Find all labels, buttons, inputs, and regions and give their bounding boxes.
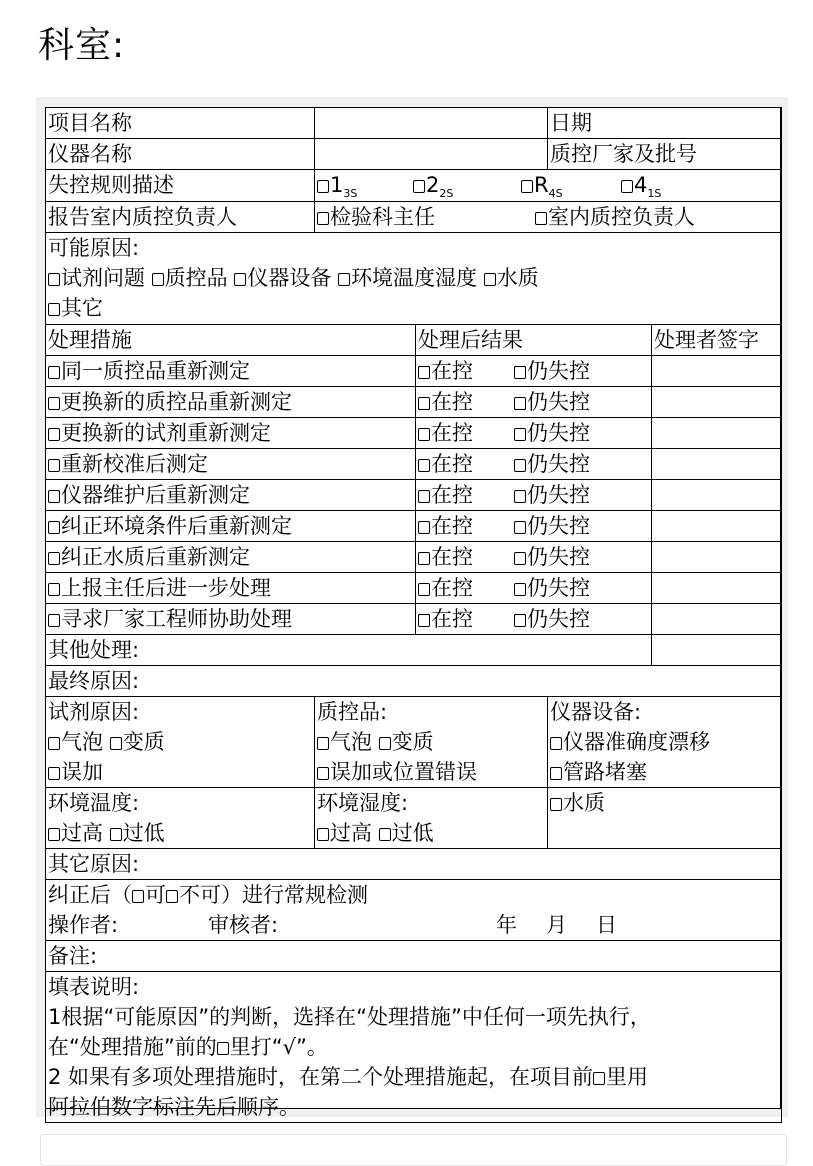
measure-option[interactable]: 纠正水质后重新测定 (46, 542, 416, 573)
checkbox-icon (48, 397, 60, 410)
after-correction-cell: 纠正后（ 可 不可）进行常规检测 操作者: 审核者: 年 月 日 (46, 880, 782, 941)
result-still-out[interactable]: 仍失控 (514, 604, 590, 634)
cause-water[interactable]: 水质 (484, 263, 539, 293)
measure-option[interactable]: 上报主任后进一步处理 (46, 573, 416, 604)
qc-vendor-lot-label: 质控厂家及批号 (548, 139, 782, 170)
checkbox-icon (152, 273, 164, 286)
signer-field[interactable] (652, 387, 782, 418)
signer-field[interactable] (652, 418, 782, 449)
temperature-cell (46, 788, 315, 849)
measure-row (46, 542, 782, 573)
signer-field[interactable] (652, 511, 782, 542)
measure-row (46, 573, 782, 604)
signer-field[interactable] (652, 635, 782, 666)
reagent-deteriorated[interactable]: 变质 (110, 727, 165, 757)
measure-row (46, 449, 782, 480)
checkbox-icon (621, 180, 633, 193)
checkbox-icon (514, 366, 526, 379)
measure-row (46, 418, 782, 449)
checkbox-icon (514, 397, 526, 410)
cause-instrument[interactable]: 仪器设备 (234, 263, 331, 293)
checkbox-icon (48, 552, 60, 565)
other-cause-label: 其它原因: (46, 849, 782, 880)
checkbox-icon (514, 614, 526, 627)
measure-row (46, 480, 782, 511)
checkbox-icon (418, 552, 430, 565)
equipment-clog[interactable]: 管路堵塞 (550, 757, 647, 787)
checkbox-icon (514, 428, 526, 441)
measure-row (46, 511, 782, 542)
checkbox-icon (550, 737, 562, 750)
instruction-2b: 阿拉伯数字标注先后顺序。 (48, 1095, 300, 1119)
qc-cause-cell (315, 697, 548, 788)
checkbox-icon (317, 212, 329, 225)
checkbox-icon (514, 552, 526, 565)
checkbox-icon (48, 828, 60, 841)
checkbox-icon (379, 737, 391, 750)
temperature-high[interactable]: 过高 (48, 818, 103, 848)
checkbox-icon (48, 767, 60, 780)
checkbox-icon (317, 737, 329, 750)
project-name-field[interactable] (315, 108, 548, 139)
checkbox-icon (234, 273, 246, 286)
reagent-cause-cell (46, 697, 315, 788)
result-in-control[interactable]: 在控 (418, 418, 514, 448)
rule-options (315, 170, 782, 202)
checkbox-icon (514, 521, 526, 534)
cause-other[interactable]: 其它 (48, 293, 103, 323)
remark-label: 备注: (46, 941, 782, 972)
measure-option[interactable]: 同一质控品重新测定 (46, 356, 416, 387)
result-still-out[interactable]: 仍失控 (514, 418, 590, 448)
equipment-cause-label: 仪器设备: (550, 700, 642, 724)
next-card-edge (40, 1134, 787, 1166)
result-still-out[interactable]: 仍失控 (514, 573, 590, 603)
possible-causes-label: 可能原因: (48, 236, 140, 260)
month-label: 月 (546, 913, 567, 937)
rule-option-13s[interactable]: $1_{3S}$ (317, 170, 413, 200)
checkbox-icon (317, 828, 329, 841)
rule-desc-label: 失控规则描述 (46, 170, 315, 202)
result-in-control[interactable]: 在控 (418, 480, 514, 510)
signer-field[interactable] (652, 542, 782, 573)
result-in-control[interactable]: 在控 (418, 604, 514, 634)
checkbox-icon (48, 303, 60, 316)
checkbox-icon (593, 1072, 605, 1085)
checkbox-icon (514, 490, 526, 503)
checkbox-icon (535, 212, 547, 225)
water-quality-option[interactable]: 水质 (550, 788, 605, 818)
cause-qc-material[interactable]: 质控品 (152, 263, 228, 293)
result-still-out[interactable]: 仍失控 (514, 449, 590, 479)
instructions-cell (46, 972, 782, 1123)
equipment-cause-cell (548, 697, 782, 788)
checkbox-icon (418, 521, 430, 534)
signer-field[interactable] (652, 604, 782, 635)
checkbox-icon (317, 180, 329, 193)
cause-temp-humidity[interactable]: 环境温度湿度 (338, 263, 477, 293)
operator-label: 操作者: (48, 913, 119, 937)
checkbox-icon (110, 828, 122, 841)
result-still-out[interactable]: 仍失控 (514, 356, 590, 386)
measure-option[interactable]: 寻求厂家工程师协助处理 (46, 604, 416, 635)
temperature-low[interactable]: 过低 (110, 818, 165, 848)
humidity-cell (315, 788, 548, 849)
checkbox-icon (379, 828, 391, 841)
after-can-option[interactable]: 可 (132, 880, 166, 910)
humidity-high[interactable]: 过高 (317, 818, 372, 848)
result-still-out[interactable]: 仍失控 (514, 542, 590, 572)
checkbox-icon (418, 428, 430, 441)
humidity-low[interactable]: 过低 (379, 818, 434, 848)
instruction-2a: 2 如果有多项处理措施时，在第二个处理措施起，在项目前 里用 (48, 1065, 649, 1089)
rule-option-22s[interactable]: $2_{2S}$ (413, 170, 521, 200)
checkbox-icon (550, 798, 562, 811)
result-in-control[interactable]: 在控 (418, 573, 514, 603)
report-option-qc-lead[interactable]: 室内质控负责人 (535, 202, 695, 232)
checkbox-icon (338, 273, 350, 286)
checkbox-icon (48, 273, 60, 286)
reagent-bubble[interactable]: 气泡 (48, 727, 103, 757)
measure-option[interactable]: 仪器维护后重新测定 (46, 480, 416, 511)
checkbox-icon (418, 583, 430, 596)
qc-deteriorated[interactable]: 变质 (379, 727, 434, 757)
report-person-label: 报告室内质控负责人 (46, 202, 315, 233)
rule-option-41s[interactable]: $4_{1S}$ (621, 170, 661, 200)
reagent-cause-label: 试剂原因: (48, 700, 140, 724)
result-in-control[interactable]: 在控 (418, 387, 514, 417)
equipment-drift[interactable]: 仪器准确度漂移 (550, 727, 710, 757)
instruction-1a: 1根据“可能原因”的判断，选择在“处理措施”中任何一项先执行， (48, 1005, 651, 1029)
instructions-title: 填表说明: (48, 975, 140, 999)
project-name-label: 项目名称 (46, 108, 315, 139)
checkbox-icon (48, 521, 60, 534)
measures-header: 处理措施 (46, 325, 416, 356)
checkbox-icon (418, 366, 430, 379)
checkbox-icon (132, 890, 144, 903)
measure-row (46, 356, 782, 387)
day-label: 日 (596, 913, 617, 937)
signer-field[interactable] (652, 573, 782, 604)
result-header: 处理后结果 (416, 325, 652, 356)
date-label: 日期 (548, 108, 782, 139)
measure-option[interactable]: 重新校准后测定 (46, 449, 416, 480)
qc-bubble[interactable]: 气泡 (317, 727, 372, 757)
measure-row (46, 604, 782, 635)
water-cell (548, 788, 782, 849)
measure-option[interactable]: 更换新的质控品重新测定 (46, 387, 416, 418)
checkbox-icon (217, 1042, 229, 1055)
signer-field[interactable] (652, 449, 782, 480)
measure-row (46, 387, 782, 418)
checkbox-icon (317, 767, 329, 780)
checkbox-icon (418, 614, 430, 627)
instruction-1b: 在“处理措施”前的 里打“√”。 (48, 1035, 328, 1059)
qc-cause-label: 质控品: (317, 700, 388, 724)
year-label: 年 (496, 913, 517, 937)
checkbox-icon (418, 397, 430, 410)
result-in-control[interactable]: 在控 (418, 449, 514, 479)
other-handling-label: 其他处理: (46, 635, 652, 666)
result-still-out[interactable]: 仍失控 (514, 480, 590, 510)
instrument-name-field[interactable] (315, 139, 548, 170)
signer-field[interactable] (652, 356, 782, 387)
checkbox-icon (413, 180, 425, 193)
checkbox-icon (110, 737, 122, 750)
result-still-out[interactable]: 仍失控 (514, 387, 590, 417)
qc-wrong-position[interactable]: 误加或位置错误 (317, 757, 477, 787)
cause-reagent[interactable]: 试剂问题 (48, 263, 145, 293)
checkbox-icon (514, 459, 526, 472)
qc-out-of-control-form (45, 107, 782, 1123)
signer-field[interactable] (652, 480, 782, 511)
rule-option-r4s[interactable]: $R_{4S}$ (521, 170, 621, 200)
measure-option[interactable]: 更换新的试剂重新测定 (46, 418, 416, 449)
instrument-name-label: 仪器名称 (46, 139, 315, 170)
checkbox-icon (514, 583, 526, 596)
checkbox-icon (48, 366, 60, 379)
checkbox-icon (48, 614, 60, 627)
measure-option[interactable]: 纠正环境条件后重新测定 (46, 511, 416, 542)
result-still-out[interactable]: 仍失控 (514, 511, 590, 541)
result-in-control[interactable]: 在控 (418, 542, 514, 572)
temperature-label: 环境温度: (48, 791, 140, 815)
report-option-director[interactable]: 检验科主任 (317, 202, 535, 232)
checkbox-icon (48, 428, 60, 441)
checkbox-icon (48, 737, 60, 750)
checkbox-icon (418, 490, 430, 503)
checkbox-icon (550, 767, 562, 780)
result-in-control[interactable]: 在控 (418, 356, 514, 386)
checkbox-icon (521, 180, 533, 193)
checkbox-icon (484, 273, 496, 286)
humidity-label: 环境湿度: (317, 791, 409, 815)
signer-header: 处理者签字 (652, 325, 782, 356)
result-in-control[interactable]: 在控 (418, 511, 514, 541)
checkbox-icon (48, 583, 60, 596)
reviewer-label: 审核者: (208, 913, 279, 937)
reagent-wrong-add[interactable]: 误加 (48, 757, 103, 787)
after-cannot-checkbox[interactable] (166, 890, 178, 903)
checkbox-icon (418, 459, 430, 472)
final-cause-label: 最终原因: (46, 666, 782, 697)
checkbox-icon (48, 490, 60, 503)
checkbox-icon (48, 459, 60, 472)
possible-causes-cell (46, 233, 782, 325)
page-title: 科室: (38, 25, 126, 66)
